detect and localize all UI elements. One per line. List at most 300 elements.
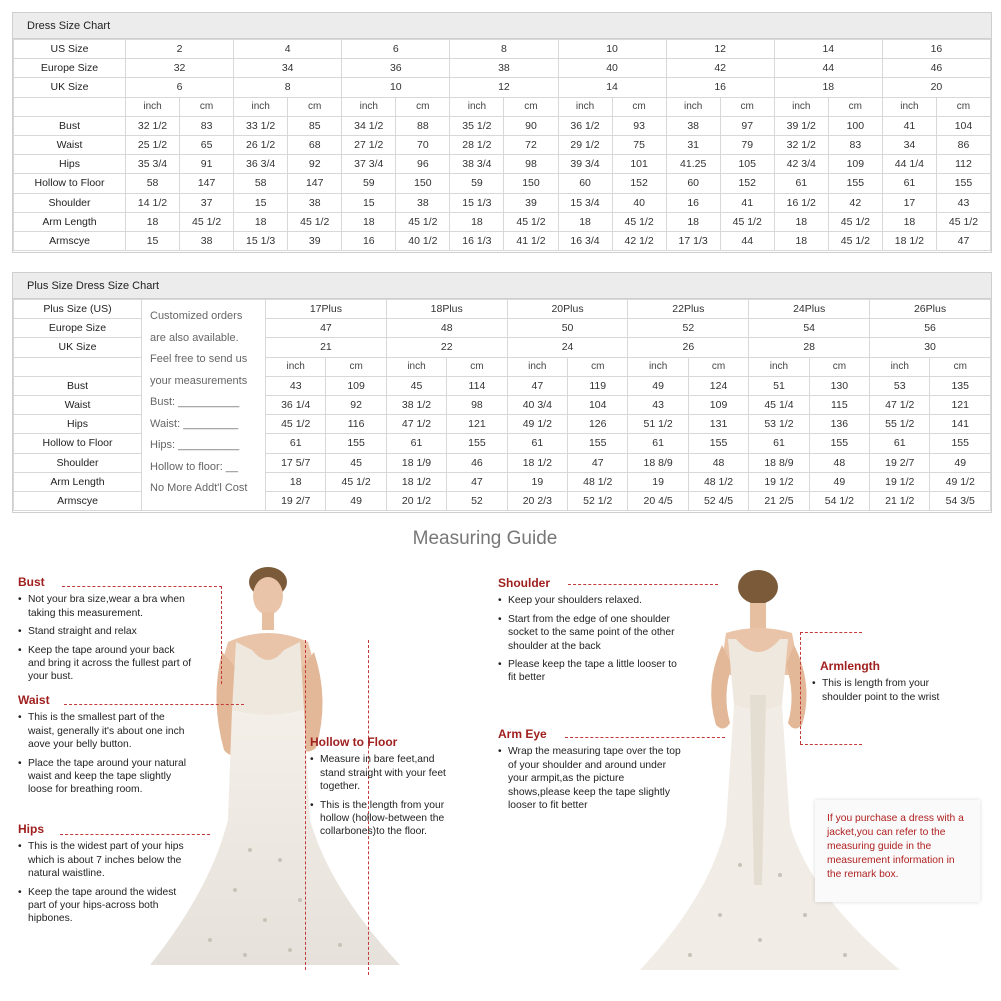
size-cell: 20Plus — [507, 300, 628, 319]
value-cell: 19 1/2 — [870, 472, 930, 491]
value-cell: 45 — [386, 376, 446, 395]
size-cell: 21 — [266, 338, 387, 357]
value-cell: 98 — [447, 395, 507, 414]
value-cell: 48 — [688, 453, 748, 472]
size-cell: 22 — [386, 338, 507, 357]
note-line: Waist: _________ — [150, 417, 239, 430]
row-label — [14, 97, 126, 116]
value-cell: 47 — [447, 472, 507, 491]
value-cell: 49 — [930, 453, 991, 472]
note-line: are also available. — [150, 331, 239, 344]
value-cell: 59 — [450, 174, 504, 193]
value-cell: 54 1/2 — [809, 491, 869, 510]
value-cell: 150 — [504, 174, 558, 193]
value-cell: 43 — [266, 376, 326, 395]
value-cell: 68 — [288, 135, 342, 154]
value-cell: 18 — [342, 212, 396, 231]
value-cell: 136 — [809, 415, 869, 434]
value-cell: 92 — [326, 395, 386, 414]
value-cell: 32 1/2 — [774, 135, 828, 154]
row-label: Hips — [14, 155, 126, 174]
value-cell: 19 — [507, 472, 567, 491]
value-cell: 91 — [180, 155, 234, 174]
value-cell: 38 1/2 — [386, 395, 446, 414]
unit-cell: cm — [809, 357, 869, 376]
value-cell: 49 — [326, 491, 386, 510]
value-cell: 109 — [828, 155, 882, 174]
armlength-guide-bottom — [800, 744, 862, 745]
value-cell: 19 — [628, 472, 688, 491]
size-cell: 40 — [558, 59, 666, 78]
value-cell: 38 — [288, 193, 342, 212]
value-cell: 29 1/2 — [558, 135, 612, 154]
unit-cell: inch — [774, 97, 828, 116]
value-cell: 14 1/2 — [126, 193, 180, 212]
size-cell: 26Plus — [870, 300, 991, 319]
value-cell: 155 — [828, 174, 882, 193]
value-cell: 53 — [870, 376, 930, 395]
unit-cell: cm — [930, 357, 991, 376]
value-cell: 45 1/2 — [720, 212, 774, 231]
value-cell: 37 — [180, 193, 234, 212]
value-cell: 45 1/2 — [180, 212, 234, 231]
value-cell: 59 — [342, 174, 396, 193]
size-cell: 8 — [234, 78, 342, 97]
note-line: No More Addt'l Cost — [150, 482, 248, 494]
value-cell: 45 1/4 — [749, 395, 809, 414]
hips-heading: Hips — [18, 822, 45, 836]
value-cell: 45 1/2 — [936, 212, 990, 231]
size-cell: 6 — [126, 78, 234, 97]
row-label: Arm Length — [14, 212, 126, 231]
value-cell: 18 — [666, 212, 720, 231]
note-line: Feel free to send us — [150, 353, 248, 365]
value-cell: 86 — [936, 135, 990, 154]
row-label: Hips — [14, 415, 142, 434]
value-cell: 54 3/5 — [930, 491, 991, 510]
hollow-bullet: • Measure in bare feet,and stand straight with your feet together. — [310, 753, 462, 793]
unit-cell: inch — [342, 97, 396, 116]
size-cell: 44 — [774, 59, 882, 78]
value-cell: 61 — [774, 174, 828, 193]
value-cell: 42 1/2 — [612, 231, 666, 250]
unit-cell: cm — [612, 97, 666, 116]
value-cell: 18 1/2 — [882, 231, 936, 250]
size-cell: 47 — [266, 319, 387, 338]
value-cell: 97 — [720, 116, 774, 135]
table-row — [14, 116, 991, 135]
value-cell: 98 — [504, 155, 558, 174]
value-cell: 100 — [828, 116, 882, 135]
size-cell: 22Plus — [628, 300, 749, 319]
value-cell: 90 — [504, 116, 558, 135]
value-cell: 18 — [774, 212, 828, 231]
value-cell: 75 — [612, 135, 666, 154]
unit-cell: inch — [386, 357, 446, 376]
value-cell: 49 1/2 — [930, 472, 991, 491]
value-cell: 44 — [720, 231, 774, 250]
value-cell: 39 — [288, 231, 342, 250]
value-cell: 15 — [234, 193, 288, 212]
size-cell: 12 — [666, 40, 774, 59]
value-cell: 47 1/2 — [870, 395, 930, 414]
value-cell: 119 — [568, 376, 628, 395]
note-line: your measurements — [150, 374, 248, 387]
armeye-bullet: • Wrap the measuring tape over the top of your shoulder and around under your armpit,as the picture shows,please keep the tape slightly looser to fit better — [498, 745, 683, 812]
hips-bullet: • This is the widest part of your hips which is about 7 inches below the natural waistline. — [18, 840, 193, 880]
value-cell: 16 1/3 — [450, 231, 504, 250]
value-cell: 155 — [930, 434, 991, 453]
value-cell: 20 1/2 — [386, 491, 446, 510]
size-cell: 24 — [507, 338, 628, 357]
value-cell: 41.25 — [666, 155, 720, 174]
plus-size-table — [13, 299, 991, 511]
size-cell: 28 — [749, 338, 870, 357]
value-cell: 79 — [720, 135, 774, 154]
value-cell: 47 — [507, 376, 567, 395]
value-cell: 105 — [720, 155, 774, 174]
measuring-guide-title: Measuring Guide — [412, 528, 558, 549]
unit-cell: cm — [936, 97, 990, 116]
size-cell: 14 — [774, 40, 882, 59]
unit-cell: inch — [666, 97, 720, 116]
size-cell: 2 — [126, 40, 234, 59]
size-cell: 12 — [450, 78, 558, 97]
value-cell: 155 — [809, 434, 869, 453]
value-cell: 16 1/2 — [774, 193, 828, 212]
shoulder-guide — [498, 577, 683, 690]
value-cell: 15 1/3 — [234, 231, 288, 250]
remark-box: If you purchase a dress with a jacket,you can refer to the measuring guide in the measurement information in the remark box. — [815, 800, 980, 902]
unit-cell: inch — [126, 97, 180, 116]
value-cell: 61 — [882, 174, 936, 193]
arm-eye-guide — [498, 728, 683, 817]
value-cell: 104 — [936, 116, 990, 135]
value-cell: 104 — [568, 395, 628, 414]
armlength-guide — [808, 660, 958, 709]
value-cell: 60 — [558, 174, 612, 193]
size-cell: 16 — [666, 78, 774, 97]
shoulder-bullet: • Start from the edge of one shoulder socket to the same point of the other shoulder at the back — [498, 613, 683, 653]
unit-cell: cm — [447, 357, 507, 376]
row-label: Waist — [14, 135, 126, 154]
value-cell: 48 1/2 — [688, 472, 748, 491]
note-line: Hips: __________ — [150, 439, 240, 451]
size-cell: 18Plus — [386, 300, 507, 319]
value-cell: 16 3/4 — [558, 231, 612, 250]
size-cell: 56 — [870, 319, 991, 338]
plus-size-chart — [12, 272, 992, 513]
value-cell: 45 1/2 — [828, 212, 882, 231]
value-cell: 37 3/4 — [342, 155, 396, 174]
value-cell: 126 — [568, 415, 628, 434]
value-cell: 60 — [666, 174, 720, 193]
value-cell: 20 4/5 — [628, 491, 688, 510]
value-cell: 28 1/2 — [450, 135, 504, 154]
bust-bullet: • Keep the tape around your back and bring it across the fullest part of your bust. — [18, 644, 193, 684]
value-cell: 31 — [666, 135, 720, 154]
value-cell: 35 1/2 — [450, 116, 504, 135]
value-cell: 34 1/2 — [342, 116, 396, 135]
value-cell: 15 3/4 — [558, 193, 612, 212]
value-cell: 34 — [882, 135, 936, 154]
value-cell: 65 — [180, 135, 234, 154]
value-cell: 131 — [688, 415, 748, 434]
value-cell: 18 1/2 — [507, 453, 567, 472]
value-cell: 40 3/4 — [507, 395, 567, 414]
value-cell: 45 1/2 — [612, 212, 666, 231]
value-cell: 58 — [126, 174, 180, 193]
table-row — [14, 193, 991, 212]
unit-cell: inch — [558, 97, 612, 116]
unit-row — [14, 97, 991, 116]
value-cell: 42 3/4 — [774, 155, 828, 174]
value-cell: 109 — [326, 376, 386, 395]
value-cell: 44 1/4 — [882, 155, 936, 174]
value-cell: 16 — [666, 193, 720, 212]
value-cell: 155 — [568, 434, 628, 453]
value-cell: 58 — [234, 174, 288, 193]
value-cell: 15 1/3 — [450, 193, 504, 212]
row-label: US Size — [14, 40, 126, 59]
value-cell: 92 — [288, 155, 342, 174]
standard-size-table — [13, 39, 991, 251]
value-cell: 36 1/4 — [266, 395, 326, 414]
value-cell: 17 — [882, 193, 936, 212]
unit-cell: cm — [180, 97, 234, 116]
size-cell: 42 — [666, 59, 774, 78]
value-cell: 135 — [930, 376, 991, 395]
value-cell: 61 — [386, 434, 446, 453]
value-cell: 61 — [870, 434, 930, 453]
armlength-guide-top — [800, 632, 862, 633]
note-line: Customized orders — [150, 310, 243, 322]
value-cell: 38 — [180, 231, 234, 250]
row-label: Europe Size — [14, 319, 142, 338]
value-cell: 83 — [828, 135, 882, 154]
table-row — [14, 155, 991, 174]
value-cell: 152 — [612, 174, 666, 193]
value-cell: 155 — [447, 434, 507, 453]
table-row — [14, 174, 991, 193]
standard-size-chart — [12, 12, 992, 253]
value-cell: 147 — [288, 174, 342, 193]
size-cell: 24Plus — [749, 300, 870, 319]
size-cell: 6 — [342, 40, 450, 59]
unit-cell: cm — [396, 97, 450, 116]
value-cell: 121 — [447, 415, 507, 434]
value-cell: 18 — [126, 212, 180, 231]
bust-bullet: • Not your bra size,wear a bra when taking this measurement. — [18, 593, 193, 620]
row-label: Bust — [14, 376, 142, 395]
value-cell: 152 — [720, 174, 774, 193]
value-cell: 52 — [447, 491, 507, 510]
hips-bullet: • Keep the tape around the widest part of your hips-across both hipbones. — [18, 886, 193, 926]
value-cell: 18 8/9 — [749, 453, 809, 472]
value-cell: 88 — [396, 116, 450, 135]
value-cell: 47 1/2 — [386, 415, 446, 434]
value-cell: 41 — [882, 116, 936, 135]
shoulder-bullet: • Keep your shoulders relaxed. — [498, 594, 683, 607]
size-cell: 18 — [774, 78, 882, 97]
value-cell: 15 — [126, 231, 180, 250]
armeye-heading: Arm Eye — [498, 727, 547, 741]
unit-cell: inch — [507, 357, 567, 376]
unit-cell: inch — [450, 97, 504, 116]
value-cell: 47 — [568, 453, 628, 472]
size-cell: 48 — [386, 319, 507, 338]
value-cell: 55 1/2 — [870, 415, 930, 434]
size-cell: 36 — [342, 59, 450, 78]
armlength-heading: Armlength — [820, 659, 880, 673]
unit-cell: cm — [288, 97, 342, 116]
value-cell: 38 3/4 — [450, 155, 504, 174]
value-cell: 39 1/2 — [774, 116, 828, 135]
row-label: Armscye — [14, 231, 126, 250]
size-cell: 20 — [882, 78, 990, 97]
value-cell: 46 — [447, 453, 507, 472]
value-cell: 93 — [612, 116, 666, 135]
size-row — [14, 40, 991, 59]
row-label: Plus Size (US) — [14, 300, 142, 319]
row-label — [14, 357, 142, 376]
value-cell: 18 — [234, 212, 288, 231]
size-cell: 8 — [450, 40, 558, 59]
value-cell: 101 — [612, 155, 666, 174]
value-cell: 33 1/2 — [234, 116, 288, 135]
note-line: Hollow to floor: __ — [150, 460, 239, 473]
unit-cell: cm — [326, 357, 386, 376]
value-cell: 115 — [809, 395, 869, 414]
row-label: Bust — [14, 116, 126, 135]
size-cell: 32 — [126, 59, 234, 78]
value-cell: 35 3/4 — [126, 155, 180, 174]
hollow-heading: Hollow to Floor — [310, 735, 398, 749]
size-cell: 10 — [342, 78, 450, 97]
value-cell: 17 1/3 — [666, 231, 720, 250]
waist-heading: Waist — [18, 693, 50, 707]
bust-guide-drop — [221, 586, 222, 684]
value-cell: 38 — [666, 116, 720, 135]
unit-cell: cm — [504, 97, 558, 116]
value-cell: 36 1/2 — [558, 116, 612, 135]
unit-cell: inch — [628, 357, 688, 376]
value-cell: 18 — [774, 231, 828, 250]
size-row — [14, 78, 991, 97]
value-cell: 21 1/2 — [870, 491, 930, 510]
value-cell: 27 1/2 — [342, 135, 396, 154]
unit-cell: inch — [234, 97, 288, 116]
waist-bullet: • Place the tape around your natural waist and keep the tape slightly loose for breathing room. — [18, 757, 190, 797]
value-cell: 61 — [749, 434, 809, 453]
value-cell: 52 4/5 — [688, 491, 748, 510]
value-cell: 155 — [326, 434, 386, 453]
value-cell: 16 — [342, 231, 396, 250]
value-cell: 45 1/2 — [326, 472, 386, 491]
value-cell: 49 — [809, 472, 869, 491]
value-cell: 19 1/2 — [749, 472, 809, 491]
value-cell: 45 1/2 — [288, 212, 342, 231]
value-cell: 61 — [266, 434, 326, 453]
value-cell: 18 — [558, 212, 612, 231]
size-cell: 30 — [870, 338, 991, 357]
value-cell: 43 — [936, 193, 990, 212]
value-cell: 51 1/2 — [628, 415, 688, 434]
value-cell: 85 — [288, 116, 342, 135]
row-label: Shoulder — [14, 193, 126, 212]
size-cell: 17Plus — [266, 300, 387, 319]
value-cell: 72 — [504, 135, 558, 154]
value-cell: 150 — [396, 174, 450, 193]
size-cell: 10 — [558, 40, 666, 59]
unit-cell: cm — [828, 97, 882, 116]
value-cell: 17 5/7 — [266, 453, 326, 472]
table-row — [14, 212, 991, 231]
value-cell: 43 — [628, 395, 688, 414]
size-row — [14, 300, 991, 319]
row-label: Europe Size — [14, 59, 126, 78]
row-label: Armscye — [14, 491, 142, 510]
value-cell: 61 — [507, 434, 567, 453]
value-cell: 155 — [688, 434, 748, 453]
value-cell: 52 1/2 — [568, 491, 628, 510]
size-cell: 52 — [628, 319, 749, 338]
hollow-bullet: • This is the length from your hollow (hollow-between the collarbones)to the floor. — [310, 799, 462, 839]
row-label: UK Size — [14, 78, 126, 97]
value-cell: 109 — [688, 395, 748, 414]
shoulder-heading: Shoulder — [498, 576, 551, 590]
value-cell: 41 — [720, 193, 774, 212]
value-cell: 32 1/2 — [126, 116, 180, 135]
value-cell: 45 1/2 — [266, 415, 326, 434]
value-cell: 49 1/2 — [507, 415, 567, 434]
value-cell: 116 — [326, 415, 386, 434]
size-cell: 50 — [507, 319, 628, 338]
unit-cell: inch — [749, 357, 809, 376]
size-cell: 4 — [234, 40, 342, 59]
standard-chart-title: Dress Size Chart — [13, 13, 991, 39]
plus-chart-title: Plus Size Dress Size Chart — [13, 273, 991, 299]
hollow-to-floor-guide — [310, 736, 462, 844]
value-cell: 39 3/4 — [558, 155, 612, 174]
value-cell: 39 — [504, 193, 558, 212]
unit-cell: cm — [568, 357, 628, 376]
unit-cell: inch — [870, 357, 930, 376]
waist-guide — [18, 694, 190, 802]
size-cell: 54 — [749, 319, 870, 338]
value-cell: 25 1/2 — [126, 135, 180, 154]
note-line: Bust: __________ — [150, 396, 240, 408]
value-cell: 18 1/2 — [386, 472, 446, 491]
size-cell: 46 — [882, 59, 990, 78]
row-label: Shoulder — [14, 453, 142, 472]
size-cell: 34 — [234, 59, 342, 78]
size-row — [14, 59, 991, 78]
table-row — [14, 231, 991, 250]
value-cell: 38 — [396, 193, 450, 212]
value-cell: 26 1/2 — [234, 135, 288, 154]
hollow-guide-line — [305, 640, 306, 970]
row-label: UK Size — [14, 338, 142, 357]
value-cell: 21 2/5 — [749, 491, 809, 510]
value-cell: 49 — [628, 376, 688, 395]
value-cell: 18 1/9 — [386, 453, 446, 472]
value-cell: 20 2/3 — [507, 491, 567, 510]
value-cell: 45 1/2 — [396, 212, 450, 231]
value-cell: 41 1/2 — [504, 231, 558, 250]
value-cell: 40 1/2 — [396, 231, 450, 250]
size-cell: 14 — [558, 78, 666, 97]
